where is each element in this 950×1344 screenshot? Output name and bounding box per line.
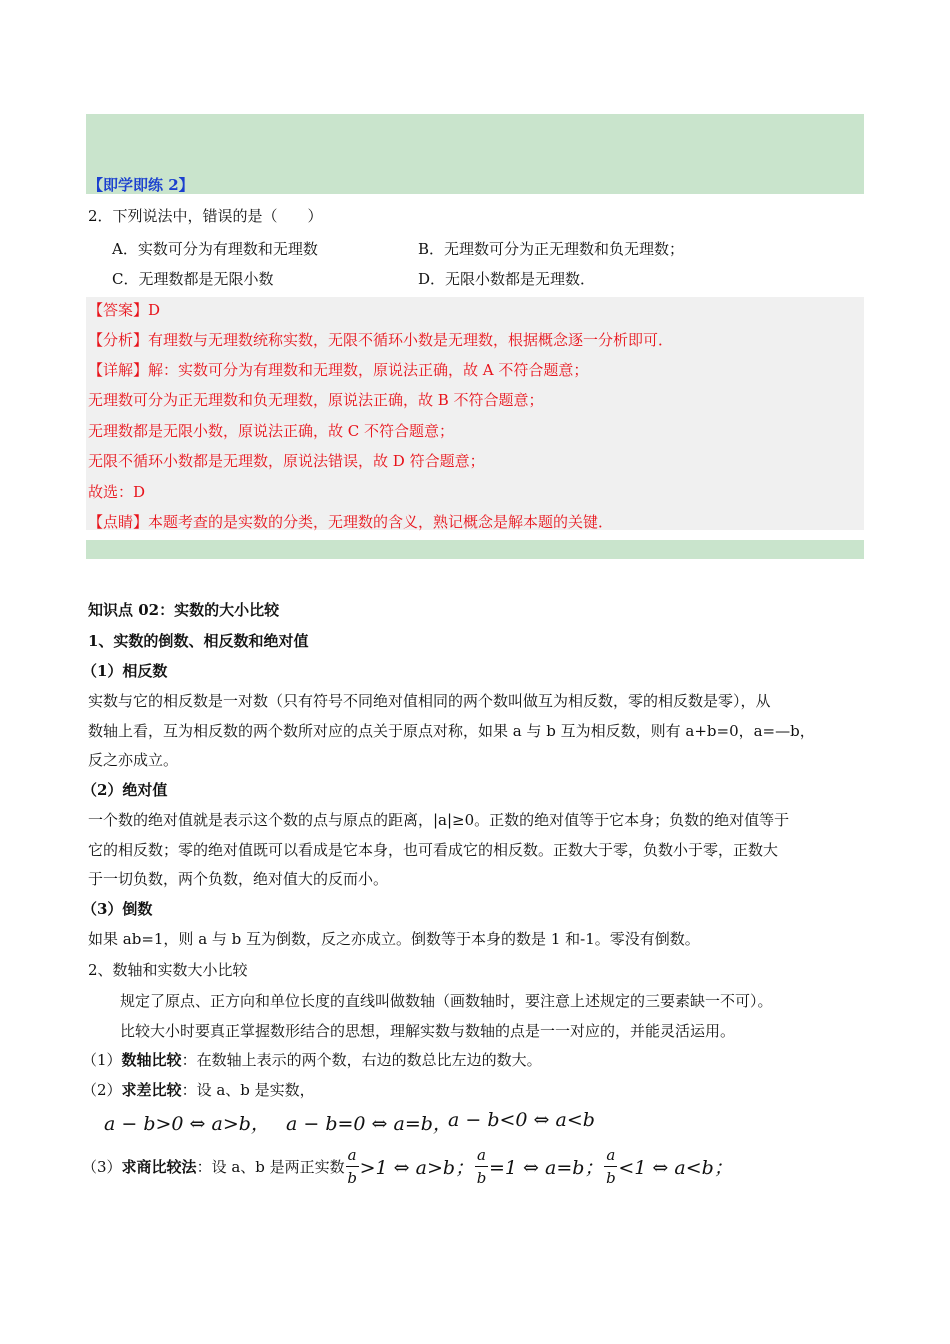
fraction-numerator: a — [346, 1144, 359, 1167]
practice-heading: 【即学即练 2】 — [88, 176, 194, 194]
quotient-fraction-3 — [604, 1144, 617, 1189]
difference-rule-1: a − b>0 ⇔ a>b， — [104, 1113, 270, 1135]
bottom-green-band — [86, 540, 864, 559]
quotient-rule-2: =1 ⇔ a=b； — [488, 1157, 604, 1179]
detail-line-3: 无理数都是无限小数，原说法正确，故 C 不符合题意； — [88, 422, 455, 440]
abs-text-1: 一个数的绝对值就是表示这个数的点与原点的距离，|a|≥0。正数的绝对值等于它本身；负数的绝对值等于 — [88, 811, 790, 829]
abs-text-3: 于一切负数，两个负数，绝对值大的反而小。 — [88, 870, 389, 888]
method-3-name: 求商比较法 — [121, 1158, 197, 1176]
reciprocal-text: 如果 ab=1，则 a 与 b 互为倒数，反之亦成立。倒数等于本身的数是 1 和-1。零没有倒数。 — [88, 930, 700, 948]
method-1 — [82, 1050, 542, 1070]
quotient-rule-3: <1 ⇔ a<b； — [618, 1157, 733, 1179]
method-2-text: ：设 a、b 是实数， — [181, 1081, 315, 1099]
difference-rule-3: a − b<0 ⇔ a<b — [448, 1109, 595, 1131]
method-2-name: 求差比较 — [121, 1081, 182, 1099]
abs-text-2: 它的相反数；零的绝对值既可以看成是它本身，也可看成它的相反数。正数大于零，负数小于零，正数大 — [88, 841, 779, 859]
fraction-denominator: b — [606, 1169, 616, 1187]
method-1-name: 数轴比较 — [121, 1051, 182, 1069]
comment-line: 【点睛】本题考查的是实数的分类，无理数的含义，熟记概念是解本题的关键． — [88, 513, 614, 531]
reciprocal-heading: （3）倒数 — [82, 900, 153, 918]
fraction-numerator: a — [604, 1144, 617, 1167]
quotient-fraction-1 — [346, 1144, 359, 1189]
top-green-band — [86, 114, 864, 194]
method-2-prefix: （2） — [82, 1081, 122, 1099]
detail-line-1: 【详解】解：实数可分为有理数和无理数，原说法正确，故 A 不符合题意； — [88, 361, 589, 379]
fraction-denominator: b — [476, 1169, 487, 1187]
answer-line: 【答案】D — [88, 301, 161, 319]
quotient-fraction-2 — [475, 1144, 488, 1189]
axis-text-1: 规定了原点、正方向和单位长度的直线叫做数轴（画数轴时，要注意上述规定的三要素缺一不可）。 — [120, 992, 773, 1010]
method-3-prefix: （3） — [82, 1158, 122, 1176]
section-1-heading: 1、实数的倒数、相反数和绝对值 — [88, 632, 309, 650]
abs-heading: （2）绝对值 — [82, 781, 168, 799]
fraction-numerator: a — [475, 1144, 488, 1167]
choice-line: 故选：D — [88, 483, 146, 501]
fraction-denominator: b — [347, 1169, 357, 1187]
opposite-text-1: 实数与它的相反数是一对数（只有符号不同绝对值相同的两个数叫做互为相反数，零的相反数是零），从 — [88, 692, 771, 710]
option-c: C．无理数都是无限小数 — [112, 270, 274, 288]
section-2-heading: 2、数轴和实数大小比较 — [88, 961, 248, 979]
quotient-rule-1: >1 ⇔ a>b； — [359, 1157, 475, 1179]
method-3 — [82, 1144, 733, 1189]
option-a: A．实数可分为有理数和无理数 — [112, 240, 318, 258]
difference-rule-2: a − b=0 ⇔ a=b， — [286, 1113, 452, 1135]
method-2 — [82, 1080, 315, 1100]
opposite-heading: （1）相反数 — [82, 662, 168, 680]
opposite-text-3: 反之亦成立。 — [88, 751, 179, 769]
question-text: 2．下列说法中，错误的是（ ） — [88, 207, 323, 225]
option-d: D．无限小数都是无理数． — [418, 270, 596, 288]
analysis-line: 【分析】有理数与无理数统称实数，无限不循环小数是无理数，根据概念逐一分析即可． — [88, 331, 674, 349]
axis-text-2: 比较大小时要真正掌握数形结合的思想，理解实数与数轴的点是一一对应的，并能灵活运用。 — [120, 1022, 736, 1040]
detail-line-2: 无理数可分为正无理数和负无理数，原说法正确，故 B 不符合题意； — [88, 391, 544, 409]
method-3-text: ：设 a、b 是两正实数 — [196, 1158, 345, 1176]
method-1-prefix: （1） — [82, 1051, 122, 1069]
method-1-text: ：在数轴上表示的两个数，右边的数总比左边的数大。 — [181, 1051, 542, 1069]
knowledge-title: 知识点 02：实数的大小比较 — [88, 601, 280, 619]
detail-line-4: 无限不循环小数都是无理数，原说法错误，故 D 符合题意； — [88, 452, 485, 470]
option-b: B．无理数可分为正无理数和负无理数； — [418, 240, 685, 258]
opposite-text-2: 数轴上看，互为相反数的两个数所对应的点关于原点对称，如果 a 与 b 互为相反数，则有 a+b=0，a=—b， — [88, 722, 815, 740]
